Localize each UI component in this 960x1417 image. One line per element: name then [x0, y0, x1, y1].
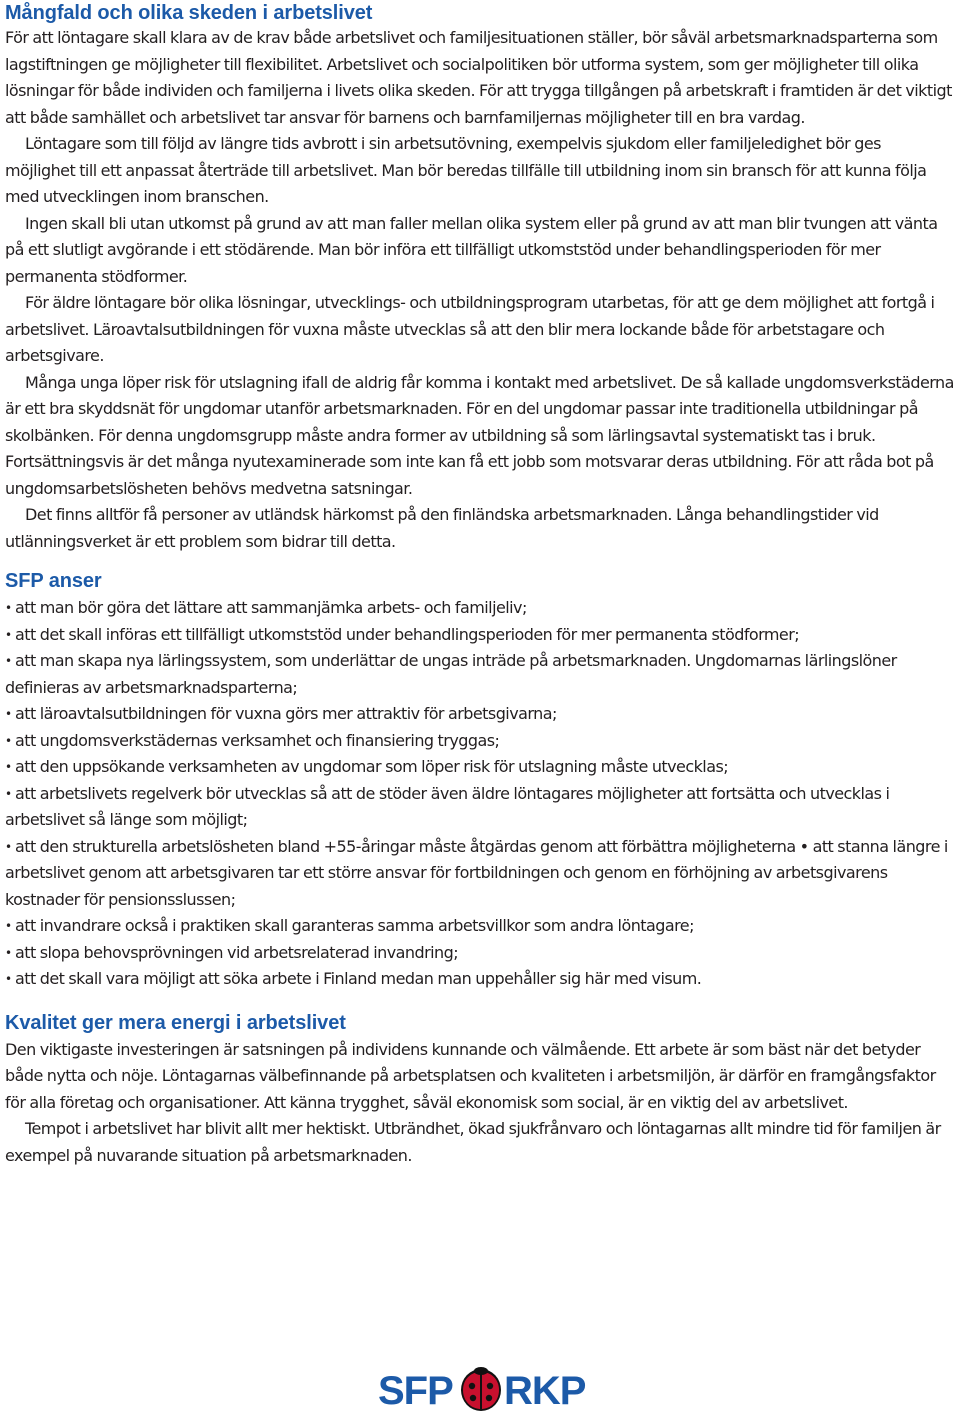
list-item: [5, 701, 955, 728]
paragraph: Det finns alltför få personer av utländsk härkomst på den finländska arbetsmarknaden. Långa behandlingstider vid utlänningsverket är ett problem som bidrar till detta.: [5, 505, 879, 551]
list-item-text: att det skall vara möjligt att söka arbete i Finland medan man uppehåller sig här med visum.: [15, 969, 702, 988]
list-item: [5, 754, 955, 781]
paragraph: För äldre löntagare bör olika lösningar, utvecklings- och utbildningsprogram utarbetas, för att ge dem möjlighet att fortgå i arbetslivet. Läroavtalsutbildningen för vuxna måste utvecklas så att den blir mera lockande både för arbetstagare och arbetsgivare.: [5, 293, 935, 365]
list-item-text: att det skall införas ett tillfälligt utkomststöd under behandlingsperioden för mer permanenta stödformer;: [15, 624, 800, 644]
bullet-icon: •: [5, 627, 12, 642]
paragraph: Ingen skall bli utan utkomst på grund av att man faller mellan olika system eller på grund av att man blir tvungen att vänta på ett slutligt avgörande i ett stödärende. Man bör införa ett tillfälligt utkomststöd under behandlingsperioden för mer permanenta stödformer.: [5, 213, 938, 286]
list-item: [5, 648, 955, 701]
list-item-text: att man skapa nya lärlingssystem, som underlättar de ungas inträde på arbetsmarknaden. Ungdomarnas lärlingslöner definieras av arbetsmarknadsparterna;: [5, 651, 897, 697]
list-item-text: att invandrare också i praktiken skall garanteras samma arbetsvillkor som andra löntagare;: [15, 916, 694, 935]
paragraph: Den viktigaste investeringen är satsningen på individens kunnande och välmående. Ett arbete är som bäst när det betyder både nytta och nöje. Löntagarnas välbefinnande på arbetsplatsen och kvaliteten i arbetsmiljön, är därför en framgångsfaktor för alla företag och organisationer. Att känna trygghet, såväl ekonomisk som social, är en viktig del av arbetslivet.: [5, 1039, 936, 1112]
list-item-text: att slopa behovsprövningen vid arbetsrelaterad invandring;: [15, 942, 459, 962]
bullet-icon: •: [5, 733, 12, 748]
list-item: [5, 622, 955, 649]
list-item: [5, 834, 955, 914]
bullet-icon: •: [5, 972, 12, 986]
bullet-icon: •: [5, 919, 12, 933]
list-item-text: att läroavtalsutbildningen för vuxna görs mer attraktiv för arbetsgivarna;: [15, 704, 557, 723]
ladybug-icon: [461, 1367, 501, 1411]
sfp-anser-list: [5, 595, 955, 993]
bullet-icon: •: [5, 786, 12, 801]
document-page: [5, 0, 955, 1169]
sfp-rkp-logo: [378, 1366, 588, 1412]
list-item: [5, 940, 955, 967]
list-item: [5, 913, 955, 940]
list-item: [5, 595, 955, 622]
bullet-icon: •: [5, 707, 12, 721]
bullet-icon: •: [5, 839, 12, 854]
intro-body: [5, 25, 955, 555]
section-heading-kvalitet: Kvalitet ger mera energi i arbetslivet: [5, 1011, 346, 1034]
list-item-text: att man bör göra det lättare att sammanjämka arbets- och familjeliv;: [15, 598, 527, 617]
logo-text-rkp: RKP: [504, 1369, 586, 1412]
paragraph: Löntagare som till följd av längre tids avbrott i sin arbetsutövning, exempelvis sjukdom eller familjeledighet bör ges möjlighet till ett anpassat återträde till arbetslivet. Man bör beredas tillfälle till utbildning inom sin bransch för att kunna följa med utvecklingen inom branschen.: [5, 134, 927, 206]
kvalitet-body: [5, 1037, 955, 1170]
list-item: [5, 781, 955, 834]
list-item-text: att den uppsökande verksamheten av ungdomar som löper risk för utslagning måste utvecklas;: [15, 757, 729, 776]
list-item-text: att den strukturella arbetslösheten bland +55-åringar måste åtgärdas genom att förbättra möjligheterna • att stanna längre i arbetslivet genom att arbetsgivaren tar ett större ansvar för fortbildningen och genom en förhöjning av arbetsgivarens kostnader för pensionsslussen;: [5, 836, 948, 909]
logo-text-sfp: SFP: [378, 1369, 453, 1412]
bullet-icon: •: [5, 601, 12, 615]
list-item-text: att arbetslivets regelverk bör utvecklas så att de stöder även äldre löntagares möjligheter att fortsätta och utvecklas i arbetslivet så länge som möjligt;: [5, 783, 890, 829]
list-item-text: att ungdomsverkstädernas verksamhet och finansiering tryggas;: [15, 730, 500, 750]
paragraph: Många unga löper risk för utslagning ifall de aldrig får komma i kontakt med arbetslivet. De så kallade ungdomsverkstäderna är ett bra skyddsnät för ungdomar utanför arbetsmarknaden. För en del ungdomar passar inte traditionella utbildningar på skolbänken. För denna ungdomsgrupp måste andra former av utbildning så som lärlingsavtal systematiskt tas i bruk. Fortsättningsvis är det många nyutexaminerade som inte kan få ett jobb som motsvarar deras utbildning. För att råda bot på ungdomsarbetslösheten behövs medvetna satsningar.: [5, 372, 954, 498]
section-heading-mangfald: Mångfald och olika skeden i arbetslivet: [5, 2, 373, 24]
bullet-icon: •: [5, 945, 12, 960]
paragraph: Tempot i arbetslivet har blivit allt mer hektiskt. Utbrändhet, ökad sjukfrånvaro och löntagarnas allt mindre tid för familjen är exempel på nuvarande situation på arbetsmarknaden.: [5, 1119, 941, 1165]
list-item: [5, 966, 955, 993]
paragraph: För att löntagare skall klara av de krav både arbetslivet och familjesituationen ställer, bör såväl arbetsmarknadsparterna som lagstiftningen ge möjligheter till flexibilitet. Arbetslivet och socialpolitiken bör utforma system, som ger möjligheter till olika lösningar för både individen och familjerna i livets olika skeden. För att trygga tillgången på arbetskraft i framtiden är det viktigt att både samhället och arbetslivet tar ansvar för barnens och barnfamiljernas möjligheter till en bra vardag.: [5, 28, 952, 127]
bullet-icon: •: [5, 760, 12, 774]
bullet-icon: •: [5, 654, 12, 668]
list-item: [5, 728, 955, 755]
section-heading-sfp-anser: SFP anser: [5, 570, 102, 592]
